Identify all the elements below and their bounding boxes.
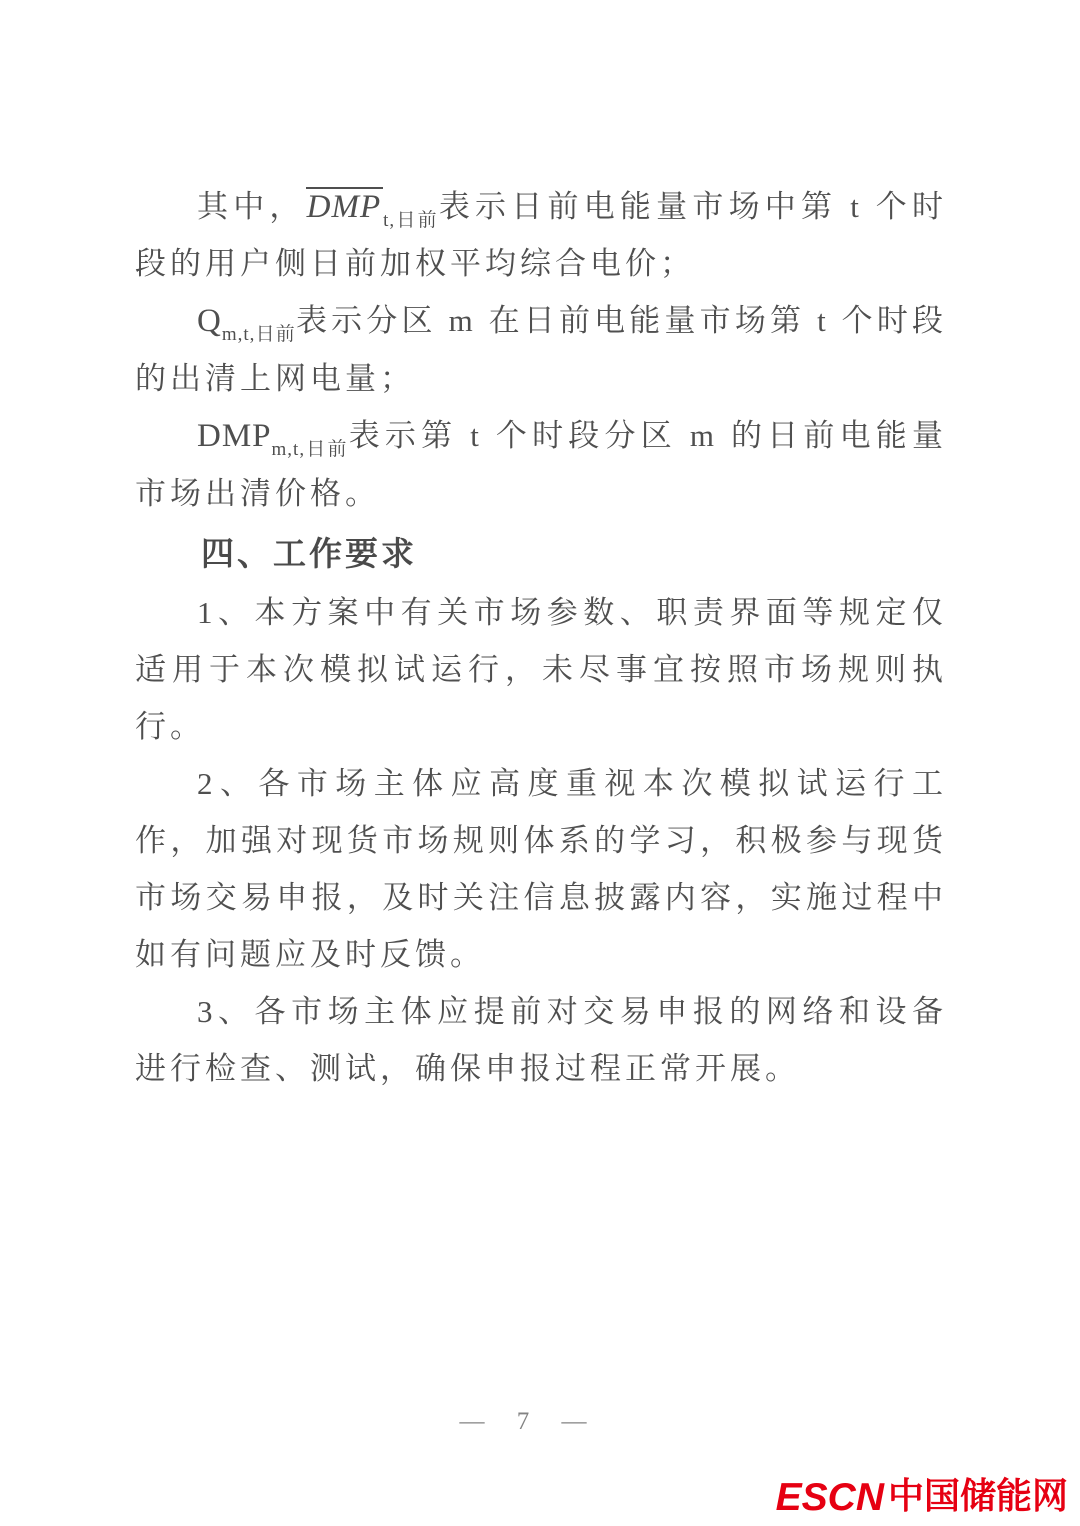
- paragraph-prefix-text: 其中，: [197, 189, 306, 224]
- formula-subscript-t-dayahead: t,日前: [383, 210, 439, 231]
- page-number: — 7 —: [459, 1408, 591, 1435]
- definition-text: 表示第 t 个时段分区 m 的日前电能量市场出清价格。: [135, 418, 947, 511]
- logo-text-escn: ESCN: [775, 1476, 884, 1519]
- formula-dmp: DMP: [197, 418, 272, 454]
- work-requirement-item-1: 1、本方案中有关市场参数、职责界面等规定仅适用于本次模拟试运行，未尽事宜按照市场规则执行。: [135, 595, 947, 744]
- formula-q: Q: [197, 303, 222, 339]
- formula-subscript-m-t-dayahead: m,t,日前: [271, 439, 349, 460]
- paragraph-q-definition: [135, 292, 947, 407]
- formula-dmp-overline: DMP: [306, 189, 382, 225]
- logo-text-china-energy-storage-net: 中国储能网: [887, 1475, 1068, 1516]
- escn-logo: [776, 1468, 1068, 1520]
- work-requirement-item-2: 2、各市场主体应高度重视本次模拟试运行工作，加强对现货市场规则体系的学习，积极参与现货市场交易申报，及时关注信息披露内容，实施过程中如有问题应及时反馈。: [135, 766, 947, 972]
- document-body: [135, 178, 947, 1097]
- section-heading-work-requirements: 四、工作要求: [201, 535, 417, 572]
- formula-subscript-m-t-dayahead: m,t,日前: [221, 324, 296, 345]
- paragraph-dmp-definition: [135, 407, 947, 522]
- definition-text: 表示分区 m 在日前电能量市场第 t 个时段的出清上网电量；: [135, 303, 947, 396]
- work-requirement-item-3: 3、各市场主体应提前对交易申报的网络和设备进行检查、测试，确保申报过程正常开展。: [135, 994, 947, 1086]
- definition-text: 表示日前电能量市场中第 t 个时段的用户侧日前加权平均综合电价；: [135, 189, 947, 281]
- paragraph-dmp-average-definition: [135, 178, 947, 292]
